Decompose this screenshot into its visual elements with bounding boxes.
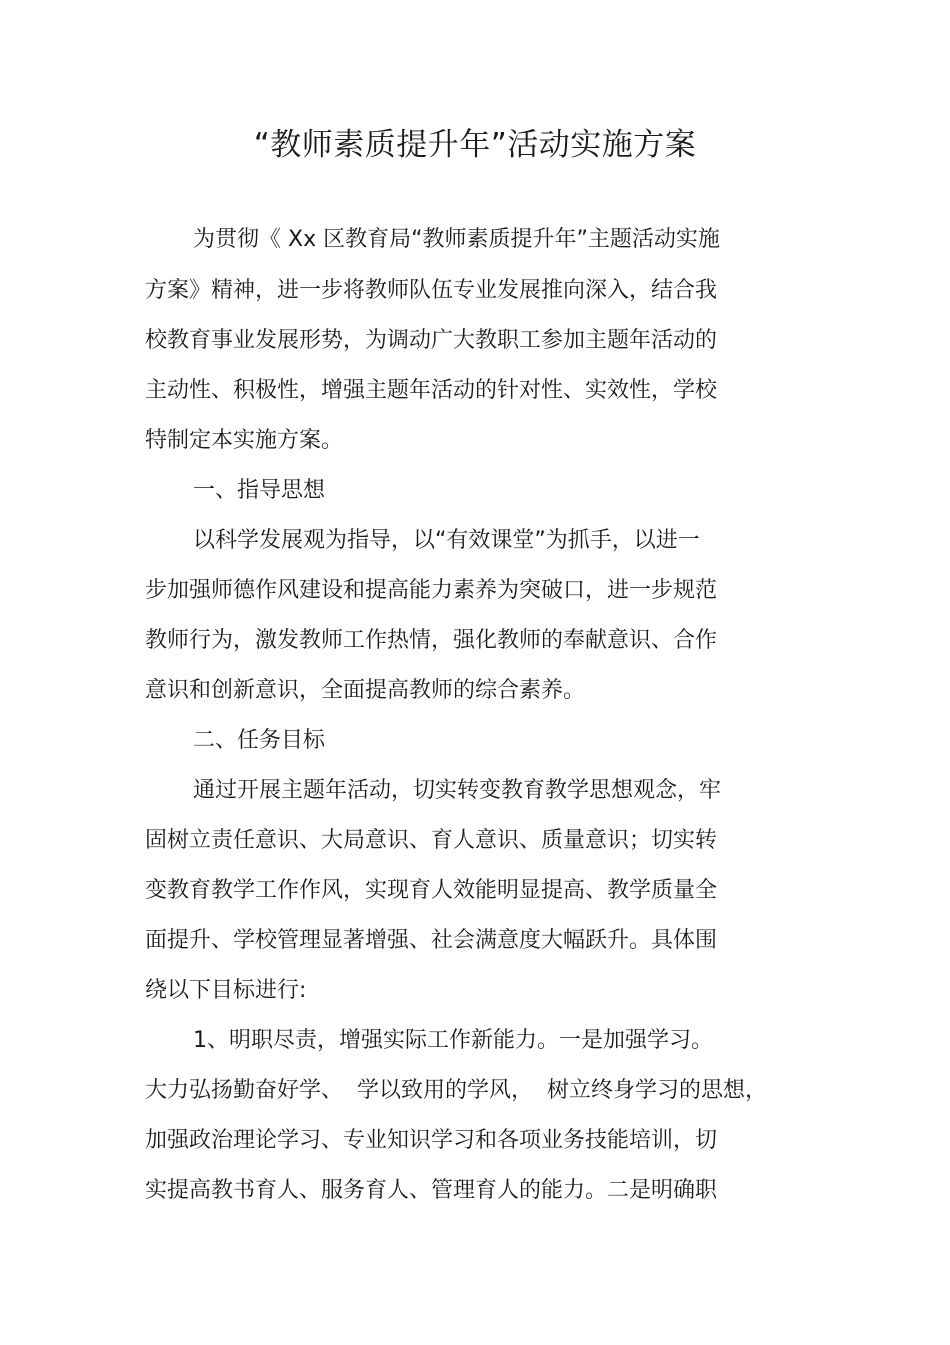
paragraph-line: 大力弘扬勤奋好学、 学以致用的学风， 树立终身学习的思想， [145, 1078, 767, 1103]
paragraph-line: 方案》精神，进一步将教师队伍专业发展推向深入，结合我 [145, 278, 718, 303]
paragraph-line: 固树立责任意识、大局意识、育人意识、质量意识；切实转 [145, 828, 718, 853]
paragraph-line: 意识和创新意识，全面提高教师的综合素养。 [145, 678, 586, 703]
paragraph-line: 变教育教学工作作风，实现育人效能明显提高、教学质量全 [145, 878, 718, 903]
paragraph-line: 实提高教书育人、服务育人、管理育人的能力。二是明确职 [145, 1178, 718, 1203]
paragraph-line: 绕以下目标进行: [145, 978, 307, 1003]
paragraph-line: 步加强师德作风建设和提高能力素养为突破口，进一步规范 [145, 578, 718, 603]
paragraph-line: 为贯彻《 Xx 区教育局“教师素质提升年”主题活动实施 [193, 227, 720, 252]
paragraph-line: 1、明职尽责，增强实际工作新能力。一是加强学习。 [193, 1028, 713, 1053]
document-title: “教师素质提升年”活动实施方案 [253, 127, 697, 163]
paragraph-line: 面提升、学校管理显著增强、社会满意度大幅跃升。具体围 [145, 928, 718, 953]
section-heading: 一、指导思想 [193, 478, 326, 503]
paragraph-line: 以科学发展观为指导，以“有效课堂”为抓手，以进一 [193, 528, 700, 553]
paragraph-line: 校教育事业发展形势，为调动广大教职工参加主题年活动的 [145, 328, 718, 353]
paragraph-line: 加强政治理论学习、专业知识学习和各项业务技能培训，切 [145, 1128, 718, 1153]
paragraph-line: 主动性、积极性，增强主题年活动的针对性、实效性，学校 [145, 378, 718, 403]
paragraph-line: 通过开展主题年活动，切实转变教育教学思想观念，牢 [193, 778, 722, 803]
paragraph-line: 教师行为，激发教师工作热情，强化教师的奉献意识、合作 [145, 628, 718, 653]
paragraph-line: 特制定本实施方案。 [145, 428, 344, 453]
section-heading: 二、任务目标 [193, 728, 326, 753]
